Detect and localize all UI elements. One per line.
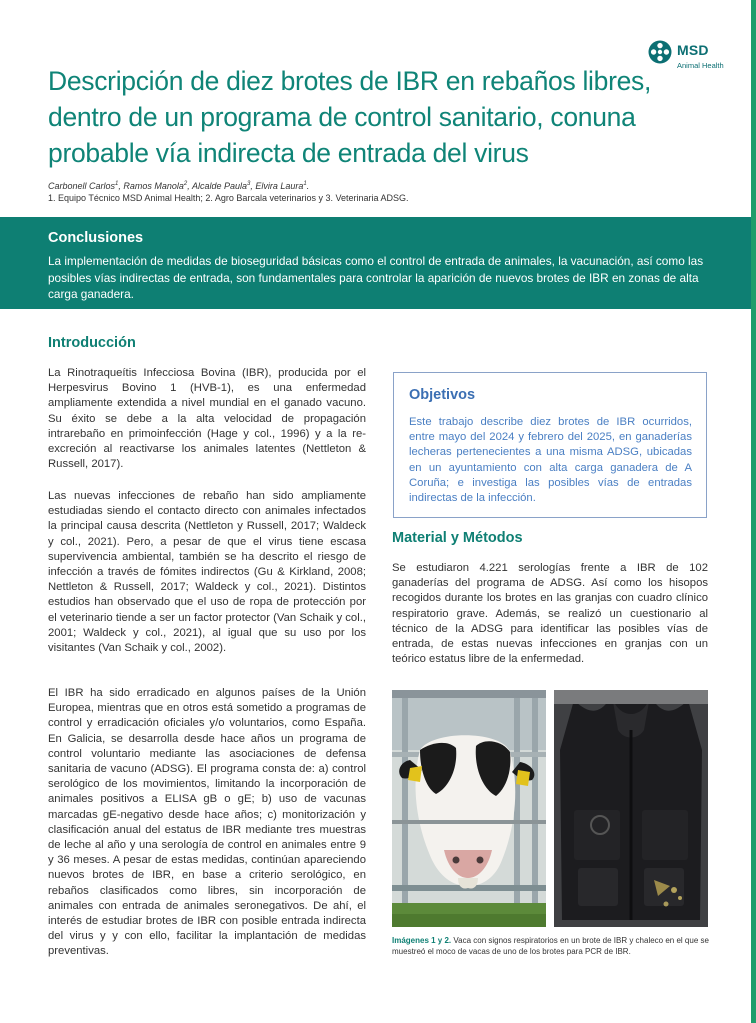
intro-paragraph-2: Las nuevas infecciones de rebaño han sido ampliamente estudiadas siendo el contacto directo con animales infectados la principal causa descrita (Nettleton y Russell, 2017; Waldeck y col., 2021). Pero, a pesar de que el virus tiene escasa supervivencia ambiental, también se ha descrito el riesgo de infección a través de fómites indirectos (Gu & Kirkland, 2008; Nettleton & Russell, 2017; Waldeck y col., 2021). Distintos estudios han observado que el uso de ropa de protección por el veterinario tiende a ser un factor protector (Van Schaik y col., 2001; Waldeck y col., 2021), al igual que su uso por los visitantes (Van Schaik y col., 2002). [48,490,366,655]
objectives-box [393,372,707,518]
vest-photo [554,690,708,927]
objectives-heading: Objetivos [409,387,476,403]
intro-paragraph-3: El IBR ha sido erradicado en algunos países de la Unión Europea, mientras que en otros está sometido a programas de control y erradicación oficiales y/o voluntarios, como España. En Galicia, se desarrolla desde hace años un programa de control voluntario mediante las asociaciones de defensa sanitaria de vacuno (ADSG). El programa consta de: a) control serológico de los movimientos, limitando la incorporación de animales positivos a ELISA gB o gE; b) uso de vacunas marcadas gE-negativo desde hace años; c) monitorización y clasificación anual del estatus de IBR mediante tres muestras de leche al año y una serología de control en animales entre 9 y 36 meses. A pesar de estas medidas, continúan apareciendo nuevos brotes de IBR, en base a criterio serológico, en rebaños clasificados como libres, sin incorporación de animales con entrada de animales seronegativos. De ahí, el interés de estudiar brotes de IBR con posible entrada indirecta del virus y y con ello, facilitar la implantación de medidas preventivas. [48,687,366,958]
affiliations: 1. Equipo Técnico MSD Animal Health; 2. Agro Barcala veterinarios y 3. Veterinaria ADSG. [48,193,409,203]
brand-sub: Animal Health [677,61,724,70]
methods-heading: Material y Métodos [392,530,523,546]
cow-illustration [392,690,546,927]
caption-text: Vaca con signos respiratorios en un brote de IBR y chaleco en el que se muestreó el moco de vacas de uno de los brotes para PCR de IBR. [392,936,709,956]
cow-photo [392,690,546,927]
conclusions-text: La implementación de medidas de bioseguridad básicas como el control de entrada de animales, la vacunación, así como las posibles vías indirectas de entrada, son fundamentales para controlar la aparición de nuevos brotes de IBR en zonas de alta carga ganadera. [48,254,704,301]
vest-illustration [554,690,708,927]
intro-paragraph-1: La Rinotraqueítis Infecciosa Bovina (IBR), producida por el Herpesvirus Bovino 1 (HVB-1), es una enfermedad ampliamente extendida a nivel mundial en el ganado vacuno. Su éxito se debe a la alta velocidad de propagación intrarebaño en primoinfección (Hage y col., 1996) y a la re-excreción al reactivarse los animales latentes (Nettleton & Russell, 2017). [48,367,366,471]
brand-name: MSD [677,42,709,58]
conclusions-banner [0,217,751,309]
paper-title: Descripción de diez brotes de IBR en rebaños libres, dentro de un programa de control sanitario, conuna probable vía indirecta de entrada del virus [48,66,652,168]
introduction-heading: Introducción [48,335,136,351]
methods-text: Se estudiaron 4.221 serologías frente a IBR de 102 ganaderías del programa de ADSG. Así como los hisopos recogidos durante los brotes en las granjas con cuadro clínico respiratorio grave. Además, se realizó un cuestionario al técnico de la ADSG para identificar las posibles vías de entrada, de estas nuevas infecciones en granjas con un teórico estatus libre de la enfermedad. [392,562,708,666]
conclusions-heading: Conclusiones [48,230,144,246]
objectives-text: Este trabajo describe diez brotes de IBR ocurridos, entre mayo del 2024 y febrero del 2025, en ganaderías lecheras pertenecientes a una misma ADSG, ubicadas en un ayuntamiento con alta carga ganadera de A Coruña; e investiga las posibles vías de entradas indirectas de la infección. [409,416,692,505]
image-caption [392,935,710,957]
caption-label: Imágenes 1 y 2. [392,936,452,945]
right-accent-bar [751,0,756,1023]
authors: Carbonell Carlos$^1$, Ramos Manola$^2$, Alcalde Paula$^3$, Elvira Laura$^1$. [48,181,310,191]
msd-logo-icon [648,40,672,64]
